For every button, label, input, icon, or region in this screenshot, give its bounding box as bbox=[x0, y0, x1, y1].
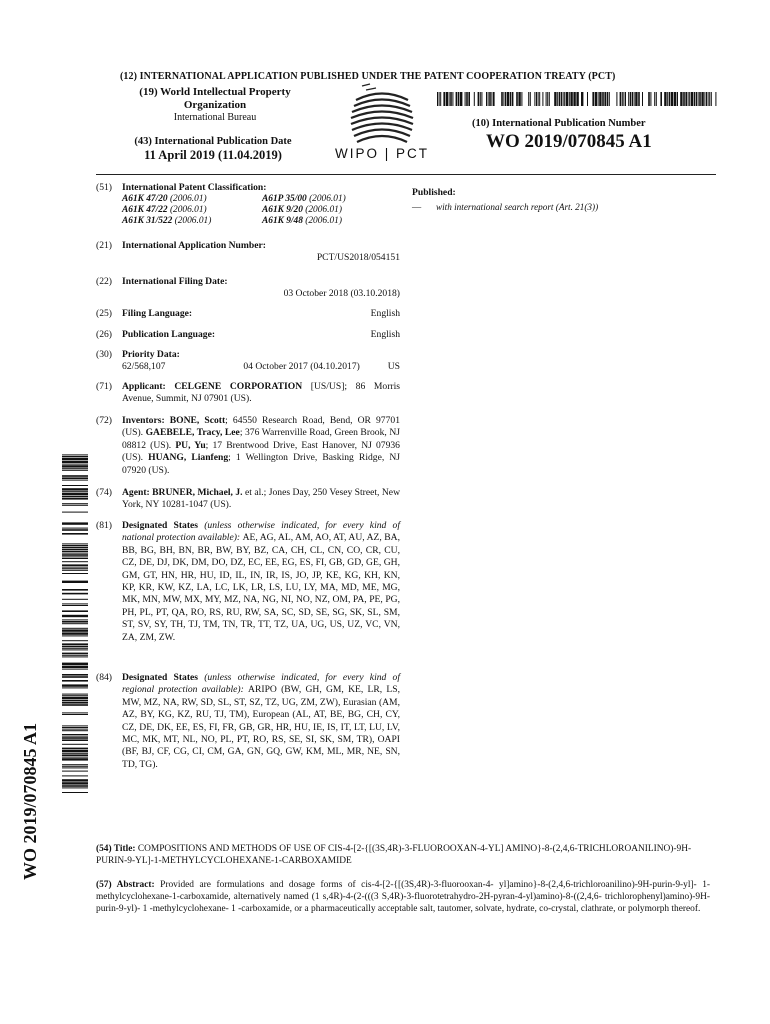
field-title: Applicant: bbox=[122, 381, 166, 392]
pct-wordmark: PCT bbox=[396, 146, 430, 161]
field-number: (30) bbox=[96, 349, 112, 360]
agent-name: BRUNER, Michael, J. bbox=[152, 487, 243, 498]
field-title: International Application Number: bbox=[122, 240, 266, 251]
published-title: Published: bbox=[412, 187, 456, 198]
inventor-name: PU, Yu bbox=[175, 439, 206, 451]
field-72-inventors bbox=[96, 415, 400, 477]
ipc-code-grid bbox=[122, 194, 400, 227]
invention-title: COMPOSITIONS AND METHODS OF USE OF CIS-4-[2-{[(3S,4R)-3-FLUOROOXAN-4-YL] AMINO}-8-(2,4,6-TRICHLOROANILINO)-9H-PURIN-9-YL]-1-METHYLCYCLOHEXANE-1-CARBOXAMIDE bbox=[96, 844, 692, 866]
publication-date-block bbox=[113, 136, 313, 163]
inventor-address: ; 376 Warrenville Road, Green Brook, NJ 08812 (US). bbox=[122, 427, 400, 451]
field-title: Publication Language: bbox=[122, 329, 216, 340]
state-list: AE, AG, AL, AM, AO, AT, AU, AZ, BA, BB, BG, BH, BN, BR, BW, BY, BZ, CA, CH, CL, CN, CO, CR, CU, CZ, DE, DJ, DK, DM, DO, DZ, EC, EE, EG, ES, FI, GB, GD, GE, GH, GM, GT, HN, HR, HU, ID, IL, IN, IR, IS, JO, JP, KE, KG, KH, KN, KP, KR, KW, KZ, LA, LC, LK, LR, LS, LU, LY, MA, MD, ME, MG, MK, MN, MW, MX, MY, MZ, NA, NG, NI, NO, NZ, OM, PA, PE, PG, PH, PL, PT, QA, RO, RS, RU, RW, SA, SC, SD, SE, SG, SK, SL, SM, ST, SV, SY, TH, TJ, TM, TN, TR, TT, TZ, UA, UG, US, UZ, VC, VN, ZA, ZM, ZW. bbox=[122, 532, 400, 643]
field-81-designated-states-national bbox=[96, 520, 400, 644]
field-title: International Filing Date: bbox=[122, 276, 228, 287]
field-title: Priority Data: bbox=[122, 349, 180, 360]
inventor-address: ; 64550 Research Road, Bend, OR 97701 (US). bbox=[122, 415, 400, 439]
publication-language: English bbox=[370, 329, 400, 340]
field-title: Designated States bbox=[122, 520, 199, 531]
side-publication-number bbox=[20, 722, 40, 880]
agent-address: et al.; Jones Day, 250 Vesey Street, New York, NY 10281-1047 (US). bbox=[122, 487, 400, 511]
side-barcode-icon bbox=[62, 450, 88, 800]
wipo-pct-wordmark bbox=[326, 148, 438, 160]
filing-language: English bbox=[370, 308, 400, 319]
ipc-code: A61P 35/00 (2006.01) bbox=[262, 194, 346, 205]
organization-bureau: International Bureau bbox=[173, 112, 257, 123]
field-title: Designated States bbox=[122, 672, 199, 683]
application-number: PCT/US2018/054151 bbox=[316, 252, 400, 264]
field-number: (72) bbox=[96, 415, 112, 426]
priority-date: 04 October 2017 (04.10.2017) bbox=[243, 361, 360, 373]
field-number: (26) bbox=[96, 329, 112, 340]
abstract-section bbox=[96, 879, 710, 915]
inventor-address: ; 1 Wellington Drive, Basking Ridge, NJ 07920 (US). bbox=[122, 452, 400, 476]
field-84-designated-states-regional bbox=[96, 672, 400, 771]
abstract-label: (57) Abstract: bbox=[96, 880, 155, 890]
organization-name: (19) World Intellectual Property bbox=[139, 86, 291, 98]
state-list: ARIPO (BW, GH, GM, KE, LR, LS, MW, MZ, NA, RW, SD, SL, ST, SZ, TZ, UG, ZM, ZW), Eurasian (AM, AZ, BY, KG, KZ, RU, TJ, TM), European (AL, AT, BE, BG, CH, CY, CZ, DE, DK, EE, ES, FI, FR, GB, GR, HR, HU, IE, IS, IT, LT, LU, LV, MC, MK, MT, NL, NO, PL, PT, RO, RS, SE, SI, SK, SM, TR), OAPI (BF, BJ, CF, CG, CI, CM, GA, GN, GQ, GW, KM, ML, MR, NE, SN, TD, TG). bbox=[122, 684, 400, 770]
wipo-wordmark: WIPO bbox=[334, 146, 379, 161]
field-title: Inventors: bbox=[122, 415, 165, 426]
field-26-publication-language bbox=[96, 329, 400, 341]
barcode-icon bbox=[437, 92, 717, 106]
field-51-ipc bbox=[96, 182, 400, 227]
field-number: (81) bbox=[96, 520, 112, 531]
ipc-code: A61K 31/522 (2006.01) bbox=[122, 216, 212, 227]
wordmark-separator: | bbox=[384, 146, 391, 161]
field-71-applicant bbox=[96, 381, 400, 406]
published-item bbox=[412, 201, 712, 213]
field-title: International Patent Classification: bbox=[122, 182, 267, 193]
field-22-filing-date bbox=[96, 276, 400, 301]
document-type-heading: (12) INTERNATIONAL APPLICATION PUBLISHED UNDER THE PATENT COOPERATION TREATY (PCT) bbox=[120, 71, 616, 82]
filing-date: 03 October 2018 (03.10.2018) bbox=[283, 288, 400, 300]
field-note: (unless otherwise indicated, for every kind of regional protection available): bbox=[122, 672, 400, 696]
field-title: Filing Language: bbox=[122, 308, 193, 319]
publication-date: 11 April 2019 (11.04.2019) bbox=[144, 148, 282, 163]
ipc-code: A61K 9/20 (2006.01) bbox=[262, 205, 342, 216]
field-number: (22) bbox=[96, 276, 112, 287]
published-block bbox=[412, 187, 712, 214]
publication-number: WO 2019/070845 A1 bbox=[486, 131, 652, 152]
title-section bbox=[96, 843, 710, 867]
field-number: (71) bbox=[96, 381, 112, 392]
field-number: (21) bbox=[96, 240, 112, 251]
publication-number-label: (10) International Publication Number bbox=[472, 118, 646, 129]
title-label: (54) Title: bbox=[96, 844, 136, 854]
field-21-application-number bbox=[96, 240, 400, 265]
field-number: (84) bbox=[96, 672, 112, 683]
priority-country: US bbox=[387, 361, 400, 373]
field-25-filing-language bbox=[96, 308, 400, 320]
field-number: (25) bbox=[96, 308, 112, 319]
side-publication-number-text: WO 2019/070845 A1 bbox=[20, 722, 40, 880]
inventor-name: GAEBELE, Tracy, Lee bbox=[145, 427, 240, 439]
ipc-code: A61K 47/22 (2006.01) bbox=[122, 205, 207, 216]
priority-application-number: 62/568,107 bbox=[122, 361, 166, 373]
field-30-priority-data bbox=[96, 349, 400, 374]
field-number: (74) bbox=[96, 487, 112, 498]
header-divider bbox=[96, 174, 716, 175]
organization-block bbox=[120, 86, 310, 124]
published-item-text: with international search report (Art. 21(3)) bbox=[436, 202, 599, 213]
list-dash: — bbox=[412, 202, 422, 213]
field-note: (unless otherwise indicated, for every kind of national protection available): bbox=[122, 520, 400, 544]
field-74-agent bbox=[96, 487, 400, 512]
applicant-name: CELGENE CORPORATION bbox=[174, 381, 303, 392]
applicant-address: [US/US]; 86 Morris Avenue, Summit, NJ 07901 (US). bbox=[122, 381, 400, 405]
abstract-text: Provided are formulations and dosage forms of cis-4-[2-{[(3S,4R)-3-fluorooxan-4- yl]amino}-8-(2,4,6-trichloroanilino)-9H-purin-9-yl]- 1-methylcyclohexane-1-carboxamide, alternatively named (1 s,4R)-4-(2-(((3 S,4R)-3-fluorotetrahydro-2H-pyran-4-yl)amino)-8-((2,4,6- trichlorophenyl)amino)-9H-purin-9-yl)- 1 -methylcyclohexane- 1 -carboxamide, or a pharmaceutically acceptable salt, tautomer, solvate, hydrate, co-crystal, clathrate, or polymorph thereof. bbox=[96, 880, 711, 914]
publication-date-label: (43) International Publication Date bbox=[134, 136, 292, 147]
inventor-address: ; 17 Brentwood Drive, East Hanover, NJ 07936 (US). bbox=[122, 439, 400, 464]
inventor-name: HUANG, Lianfeng bbox=[148, 452, 229, 464]
ipc-code: A61K 47/20 (2006.01) bbox=[122, 194, 207, 205]
field-title: Agent: bbox=[122, 487, 150, 498]
ipc-code: A61K 9/48 (2006.01) bbox=[262, 216, 342, 227]
field-number: (51) bbox=[96, 182, 112, 193]
organization-name-cont: Organization bbox=[183, 99, 247, 111]
inventor-name: BONE, Scott bbox=[169, 415, 226, 426]
